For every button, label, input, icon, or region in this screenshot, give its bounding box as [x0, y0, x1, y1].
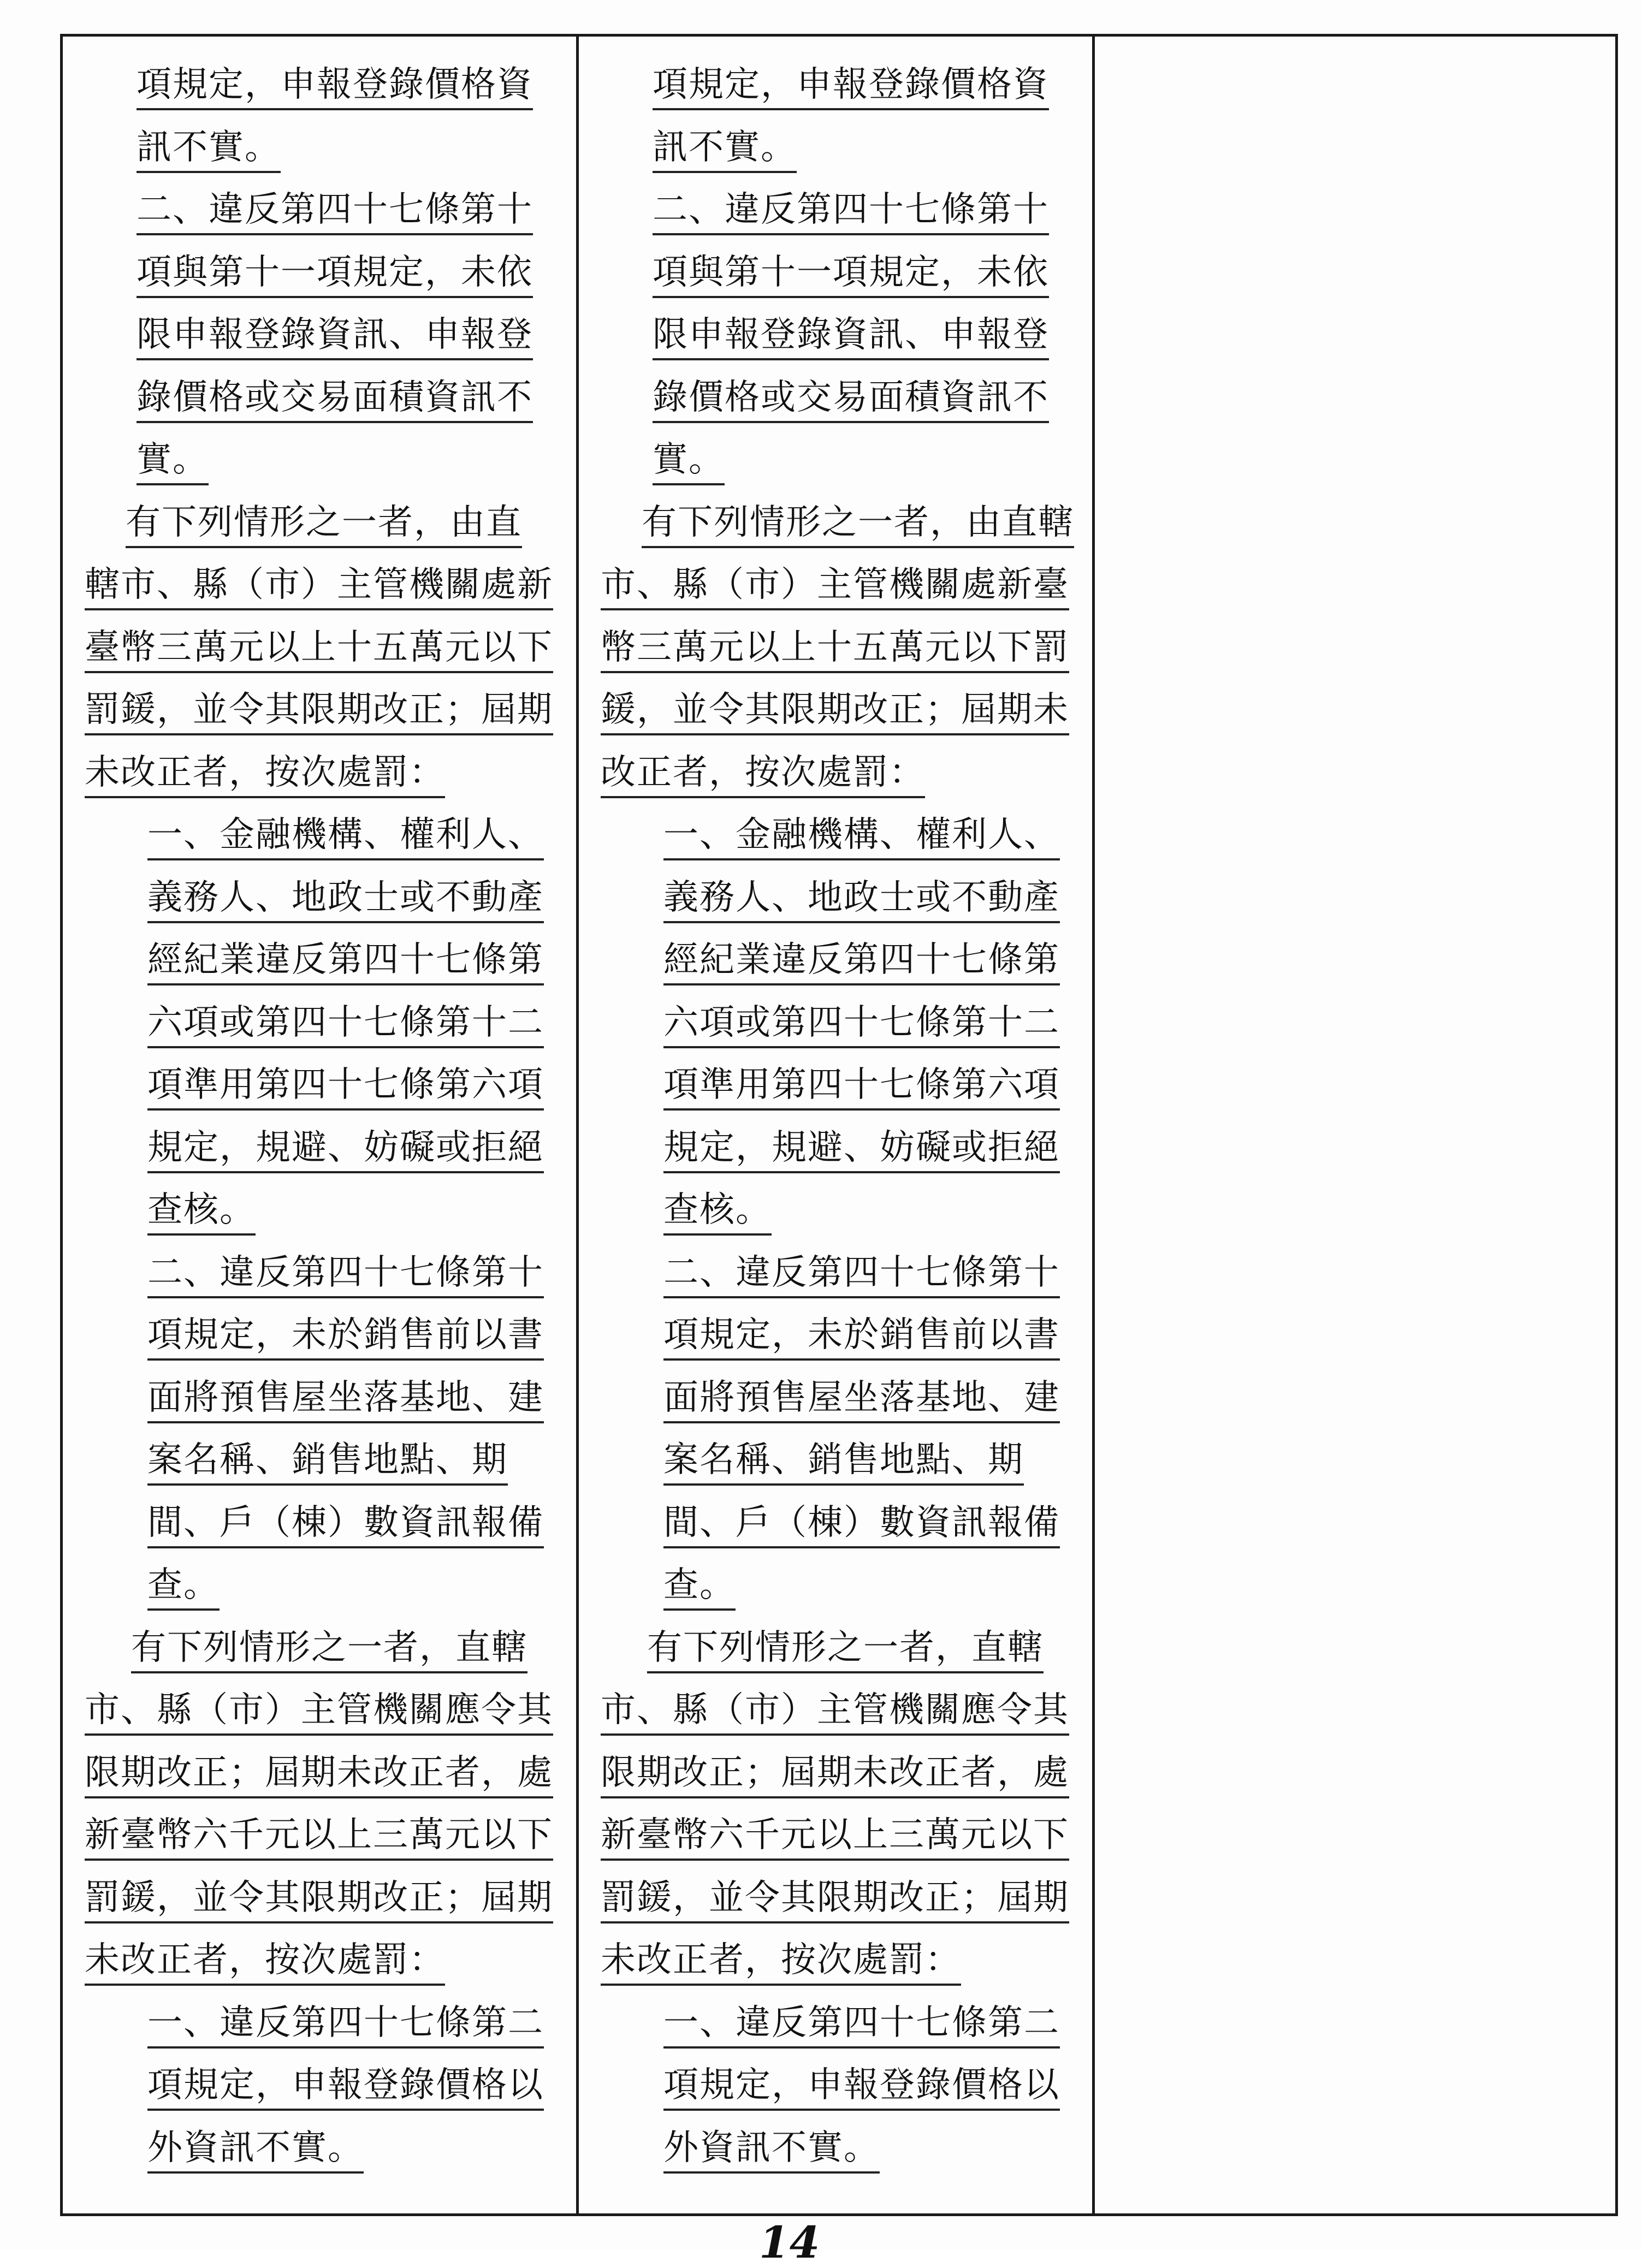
text-line: 未改正者，按次處罰： — [601, 1934, 961, 1986]
text-line: 案名稱、銷售地點、期 — [147, 1434, 508, 1486]
text-line: 鍰，並令其限期改正；屆期未 — [601, 684, 1069, 736]
text-line: 項與第十一項規定，未依 — [137, 246, 533, 299]
table-column-right — [1095, 37, 1615, 2213]
text-line: 二、違反第四十七條第十 — [137, 183, 533, 236]
text-line: 查核。 — [663, 1184, 772, 1236]
text-line: 規定，規避、妨礙或拒絕 — [147, 1121, 544, 1174]
text-line: 項規定，未於銷售前以書 — [147, 1309, 544, 1361]
text-line: 實。 — [137, 434, 209, 486]
text-line: 一、違反第四十七條第二 — [663, 1997, 1060, 2049]
text-line: 經紀業違反第四十七條第 — [147, 934, 544, 986]
text-line: 一、違反第四十七條第二 — [147, 1997, 544, 2049]
text-line: 項規定，未於銷售前以書 — [663, 1309, 1060, 1361]
text-line: 經紀業違反第四十七條第 — [663, 934, 1060, 986]
text-line: 有下列情形之一者，直轄 — [131, 1622, 527, 1674]
text-line: 二、違反第四十七條第十 — [663, 1246, 1060, 1299]
text-line: 限期改正；屆期未改正者，處 — [85, 1747, 553, 1799]
text-line: 市、縣（市）主管機關應令其 — [85, 1684, 553, 1736]
text-line: 新臺幣六千元以上三萬元以下 — [85, 1809, 553, 1861]
text-line: 面將預售屋坐落基地、建 — [147, 1372, 544, 1424]
text-line: 項準用第四十七條第六項 — [663, 1059, 1060, 1111]
text-line: 間、戶（棟）數資訊報備 — [147, 1497, 544, 1549]
text-line: 規定，規避、妨礙或拒絕 — [663, 1121, 1060, 1174]
text-line: 市、縣（市）主管機關處新臺 — [601, 559, 1069, 611]
text-line: 臺幣三萬元以上十五萬元以下 — [85, 621, 553, 674]
text-line: 新臺幣六千元以上三萬元以下 — [601, 1809, 1069, 1861]
text-line: 未改正者，按次處罰： — [85, 746, 445, 799]
text-line: 查。 — [663, 1559, 736, 1611]
text-line: 面將預售屋坐落基地、建 — [663, 1372, 1060, 1424]
text-line: 項準用第四十七條第六項 — [147, 1059, 544, 1111]
page-number: 14 — [759, 2217, 820, 2268]
text-line: 未改正者，按次處罰： — [85, 1934, 445, 1986]
text-line: 一、金融機構、權利人、 — [147, 809, 544, 861]
text-line: 六項或第四十七條第十二 — [663, 996, 1060, 1049]
text-line: 項規定，申報登錄價格以 — [147, 2059, 544, 2111]
text-line: 外資訊不實。 — [663, 2122, 880, 2174]
text-line: 市、縣（市）主管機關應令其 — [601, 1684, 1069, 1736]
text-line: 外資訊不實。 — [147, 2122, 364, 2174]
text-line: 項規定，申報登錄價格以 — [663, 2059, 1060, 2111]
text-line: 案名稱、銷售地點、期 — [663, 1434, 1024, 1486]
text-line: 一、金融機構、權利人、 — [663, 809, 1060, 861]
text-line: 實。 — [653, 434, 725, 486]
text-line: 錄價格或交易面積資訊不 — [653, 371, 1049, 424]
text-line: 查。 — [147, 1559, 220, 1611]
text-line: 有下列情形之一者，直轄 — [647, 1622, 1044, 1674]
text-line: 義務人、地政士或不動產 — [147, 871, 544, 924]
table-column-middle — [579, 37, 1095, 2213]
comparison-table — [60, 34, 1618, 2216]
text-line: 有下列情形之一者，由直轄 — [642, 496, 1074, 549]
text-line: 錄價格或交易面積資訊不 — [137, 371, 533, 424]
text-line: 查核。 — [147, 1184, 256, 1236]
text-line: 罰鍰，並令其限期改正；屆期 — [601, 1872, 1069, 1924]
text-line: 幣三萬元以上十五萬元以下罰 — [601, 621, 1069, 674]
text-line: 罰鍰，並令其限期改正；屆期 — [85, 684, 553, 736]
text-line: 訊不實。 — [137, 121, 281, 174]
text-line: 六項或第四十七條第十二 — [147, 996, 544, 1049]
text-line: 限申報登錄資訊、申報登 — [137, 308, 533, 361]
text-line: 二、違反第四十七條第十 — [653, 183, 1049, 236]
text-line: 項規定，申報登錄價格資 — [653, 58, 1049, 111]
text-line: 項與第十一項規定，未依 — [653, 246, 1049, 299]
text-line: 有下列情形之一者，由直 — [126, 496, 522, 549]
text-line: 訊不實。 — [653, 121, 797, 174]
text-line: 改正者，按次處罰： — [601, 746, 925, 799]
table-column-left — [63, 37, 579, 2213]
text-line: 間、戶（棟）數資訊報備 — [663, 1497, 1060, 1549]
text-line: 義務人、地政士或不動產 — [663, 871, 1060, 924]
text-line: 項規定，申報登錄價格資 — [137, 58, 533, 111]
text-line: 二、違反第四十七條第十 — [147, 1246, 544, 1299]
text-line: 罰鍰，並令其限期改正；屆期 — [85, 1872, 553, 1924]
text-line: 限申報登錄資訊、申報登 — [653, 308, 1049, 361]
text-line: 轄市、縣（市）主管機關處新 — [85, 559, 553, 611]
text-line: 限期改正；屆期未改正者，處 — [601, 1747, 1069, 1799]
